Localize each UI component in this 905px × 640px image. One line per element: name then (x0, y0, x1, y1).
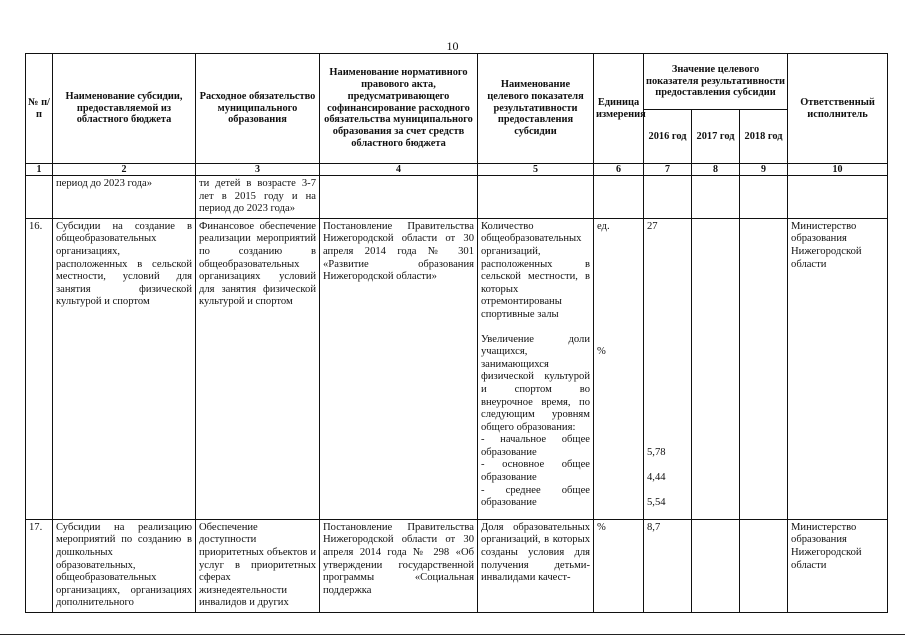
row16-indicator-2: Увеличение доли учащихся, занимающихся физической культурой и спортом во внеурочное время, по следующим уровням общего образования: (481, 333, 590, 433)
row17-executor: Министерство образования Нижегородской области (788, 519, 888, 612)
col-num-10: 10 (788, 164, 888, 176)
row17-indicator: Доля образовательных организаций, в которых созданы условия для получения детьми-инвалидами качест- (478, 519, 594, 612)
header-number: № п/п (26, 54, 53, 164)
row17-obligation: Обеспечение доступности приоритетных объектов и услуг в приоритетных сферах жизнедеятельности инвалидов и других (196, 519, 320, 612)
page-bottom-edge (0, 634, 905, 635)
col-num-1: 1 (26, 164, 53, 176)
row16-level-3: - среднее общее образование (481, 484, 590, 509)
col-num-2: 2 (53, 164, 196, 176)
header-legal-act: Наименование нормативного правового акта, предусматривающего софинансирование расходного обязательства муниципального образования за счет средств областного бюджета (320, 54, 478, 164)
row16-indicator-1: Количество общеобразовательных организаций, расположенных в сельской местности, в которых отремонтированы спортивные залы (481, 220, 590, 320)
row16-subsidy: Субсидии на создание в общеобразовательных организациях, расположенных в сельской местности, условий для занятия физической культурой и спортом (53, 218, 196, 519)
row16-executor: Министерство образования Нижегородской области (788, 218, 888, 519)
row16-value-level-2: 4,44 (647, 471, 666, 483)
col-num-7: 7 (644, 164, 692, 176)
header-year-2017: 2017 год (692, 110, 740, 164)
row16-indicators (478, 218, 594, 519)
subsidy-table (25, 53, 888, 613)
row17-subsidy: Субсидии на реализацию мероприятий по созданию в дошкольных образовательных, общеобразовательных организациях, организациях дополнительного (53, 519, 196, 612)
row17-legal-act: Постановление Правительства Нижегородской области от 30 апреля 2014 года № 298 «Об утверждении государственной программы «Социальная поддержка (320, 519, 478, 612)
row16-legal-act: Постановление Правительства Нижегородской области от 30 апреля 2014 года № 301 «Развитие образования Нижегородской области» (320, 218, 478, 519)
row16-value-1: 27 (647, 220, 658, 232)
col-num-9: 9 (740, 164, 788, 176)
table-row-17 (26, 519, 888, 612)
continuation-subsidy: период до 2023 года» (53, 176, 196, 219)
header-target-values: Значение целевого показателя результативности предоставления субсидии (644, 54, 788, 110)
row17-number: 17. (26, 519, 53, 612)
header-executor: Ответственный исполнитель (788, 54, 888, 164)
header-indicator: Наименование целевого показателя результативности предоставления субсидии (478, 54, 594, 164)
row16-values-2016 (644, 218, 692, 519)
col-num-8: 8 (692, 164, 740, 176)
row16-value-level-3: 5,54 (647, 496, 666, 508)
row16-obligation: Финансовое обеспечение реализации мероприятий по созданию в общеобразовательных организациях условий для занятия физической культурой и спортом (196, 218, 320, 519)
col-num-4: 4 (320, 164, 478, 176)
col-num-5: 5 (478, 164, 594, 176)
row16-unit-2: % (597, 346, 606, 358)
header-obligation: Расходное обязательство муниципального образования (196, 54, 320, 164)
continuation-row (26, 176, 888, 219)
column-number-row (26, 164, 888, 176)
row16-units (594, 218, 644, 519)
row16-unit-1: ед. (597, 220, 610, 232)
header-subsidy-name: Наименование субсидии, предоставляемой из областного бюджета (53, 54, 196, 164)
row17-unit: % (594, 519, 644, 612)
row16-level-1: - начальное общее образование (481, 434, 590, 458)
header-year-2018: 2018 год (740, 110, 788, 164)
row17-value-2016: 8,7 (644, 519, 692, 612)
row16-value-level-1: 5,78 (647, 447, 666, 459)
continuation-obligation: ти детей в возрасте 3-7 лет в 2015 году и на период до 2023 года» (196, 176, 320, 219)
row16-number: 16. (26, 218, 53, 519)
header-unit: Единица измерения (594, 54, 644, 164)
col-num-3: 3 (196, 164, 320, 176)
col-num-6: 6 (594, 164, 644, 176)
row16-level-2: - основное общее образование (481, 459, 590, 484)
page-number: 10 (446, 39, 459, 53)
table-row-16 (26, 218, 888, 519)
header-year-2016: 2016 год (644, 110, 692, 164)
